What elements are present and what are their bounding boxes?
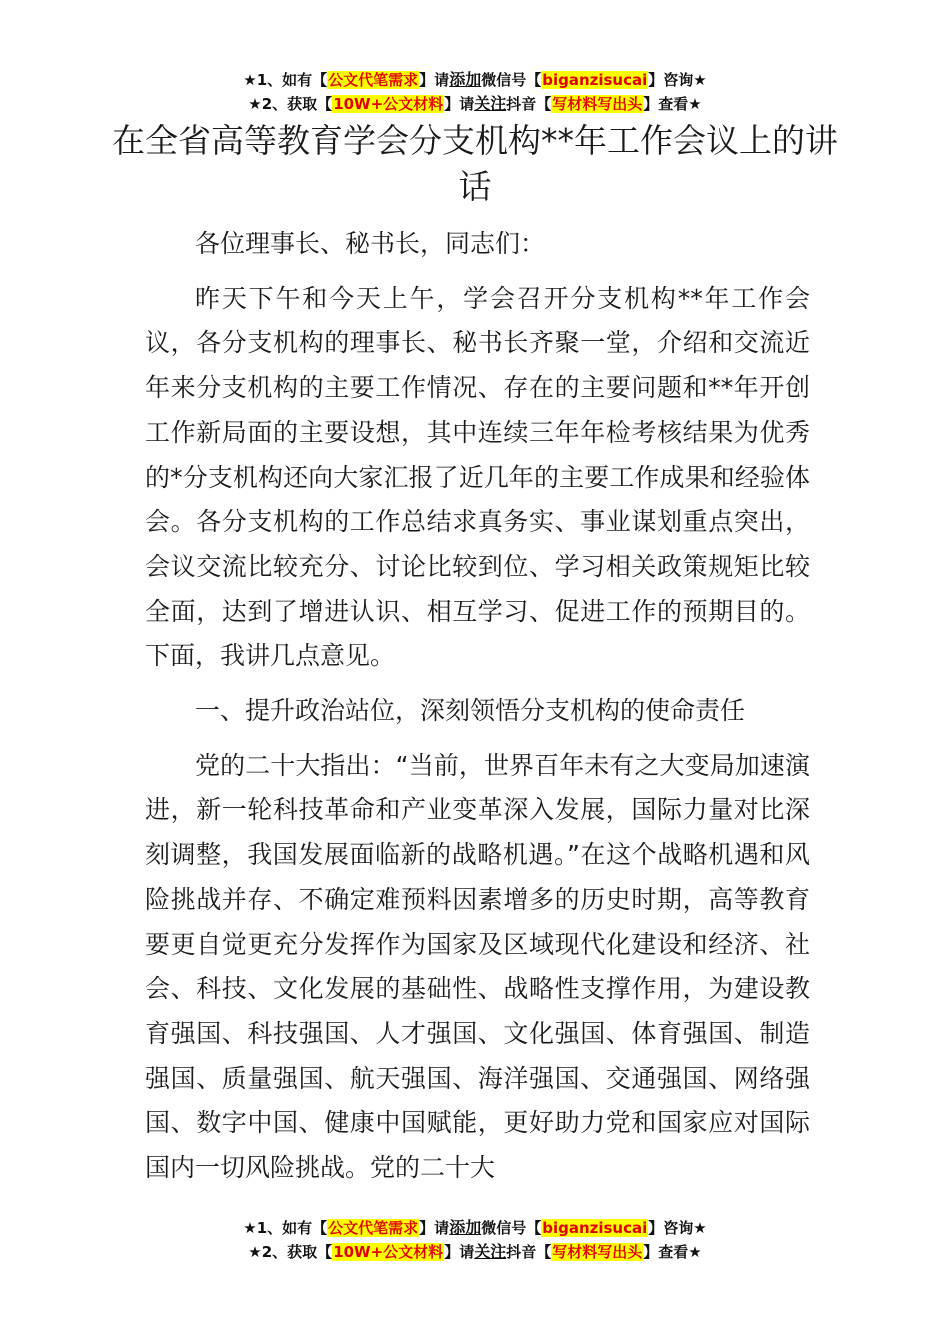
document-body: [145, 222, 810, 1201]
promo-text: 】请: [444, 95, 475, 113]
promo-text: 微信号【: [481, 1219, 542, 1237]
promo-text: 】请: [419, 1219, 450, 1237]
promo-emphasis: 关注: [474, 94, 507, 113]
body-paragraph: 党的二十大指出：“当前，世界百年未有之大变局加速演进，新一轮科技革命和产业变革深入发展，国际力量对比深刻调整，我国发展面临新的战略机遇。”在这个战略机遇和风险挑战并存、不确定难预料因素增多的历史时期，高等教育要更自觉更充分发挥作为国家及区域现代化建设和经济、社会、科技、文化发展的基础性、战略性支撑作用，为建设教育强国、科技强国、人才强国、文化强国、体育强国、制造强国、质量强国、航天强国、海洋强国、交通强国、网络强国、数字中国、健康中国赋能，更好助力党和国家应对国际国内一切风险挑战。党的二十大: [145, 750, 810, 1183]
promo-text: ★1、如有【: [243, 71, 328, 89]
promo-highlight-wechat-id: biganzisucai: [542, 1219, 648, 1237]
promo-text: ★2、获取【: [248, 1243, 333, 1261]
body-paragraph: 昨天下午和今天上午，学会召开分支机构**年工作会议，各分支机构的理事长、秘书长齐聚一堂，介绍和交流近年来分支机构的主要工作情况、存在的主要问题和**年开创工作新局面的主要设想，其中连续三年年检考核结果为优秀的*分支机构还向大家汇报了近几年的主要工作成果和经验体会。各分支机构的工作总结求真务实、事业谋划重点突出，会议交流比较充分、讨论比较到位、学习相关政策规矩比较全面，达到了增进认识、相互学习、促进工作的预期目的。下面，我讲几点意见。: [145, 283, 810, 671]
promo-emphasis: 关注: [474, 1242, 507, 1261]
promo-text: 】请: [444, 1243, 475, 1261]
document-title: 在全省高等教育学会分支机构**年工作会议上的讲话: [112, 121, 838, 206]
promo-text: ★2、获取【: [248, 95, 333, 113]
promo-text: 抖音【: [506, 95, 552, 113]
promo-highlight-service: 公文代笔需求: [328, 71, 419, 89]
promo-highlight-materials: 10W+公文材料: [333, 1243, 444, 1261]
promo-emphasis: 添加: [449, 1218, 482, 1237]
promo-line-1: [0, 68, 950, 92]
promo-emphasis: 添加: [449, 70, 482, 89]
section-heading: 一、提升政治站位，深刻领悟分支机构的使命责任: [195, 696, 746, 726]
promo-highlight-douyin-id: 写材料写出头: [552, 1243, 643, 1261]
promo-banner-bottom: [0, 1216, 950, 1264]
promo-text: ★1、如有【: [243, 1219, 328, 1237]
promo-text: 】查看★: [643, 1243, 702, 1261]
promo-highlight-service: 公文代笔需求: [328, 1219, 419, 1237]
promo-text: 】请: [419, 71, 450, 89]
promo-line-2: [0, 1240, 950, 1264]
promo-text: 】查看★: [643, 95, 702, 113]
promo-banner-top: [0, 68, 950, 116]
promo-text: 】咨询★: [648, 1219, 707, 1237]
promo-highlight-douyin-id: 写材料写出头: [552, 95, 643, 113]
promo-highlight-wechat-id: biganzisucai: [542, 71, 648, 89]
promo-highlight-materials: 10W+公文材料: [333, 95, 444, 113]
promo-text: 微信号【: [481, 71, 542, 89]
promo-line-2: [0, 92, 950, 116]
promo-line-1: [0, 1216, 950, 1240]
salutation: 各位理事长、秘书长，同志们：: [195, 229, 546, 258]
promo-text: 】咨询★: [648, 71, 707, 89]
promo-text: 抖音【: [506, 1243, 552, 1261]
